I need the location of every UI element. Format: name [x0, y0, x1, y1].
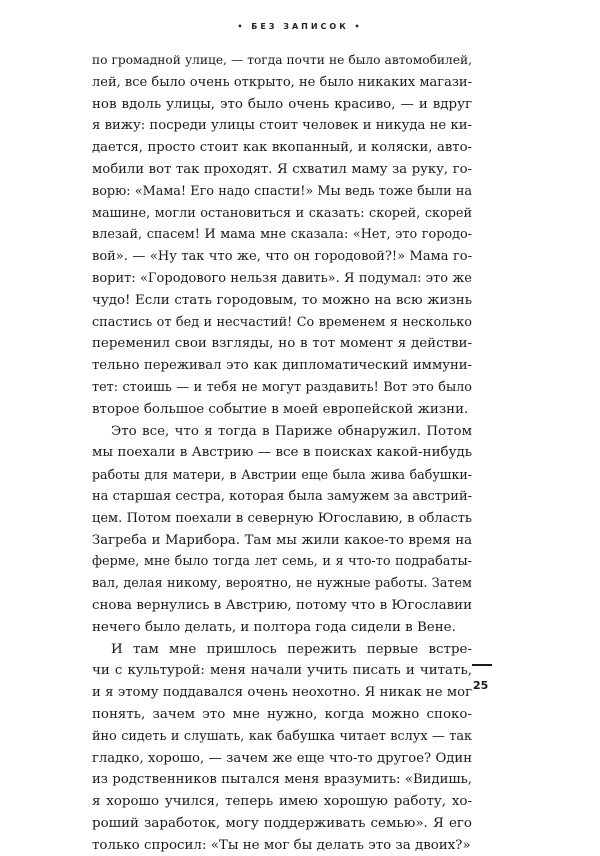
text-line: только спросил: «Ты не мог бы делать это за двоих?» — [92, 837, 471, 853]
text-line: тет: стоишь — и тебя не могут раздавить! Вот это было — [92, 379, 472, 395]
text-line: машине, могли остановиться и сказать: скорей, скорей — [92, 205, 472, 221]
text-line: Загреба и Марибора. Там мы жили какое-то время на — [92, 532, 472, 548]
text-line: из родственников пытался меня вразумить: «Видишь, — [92, 772, 472, 788]
text-line: ворит: «Городового нельзя давить». Я подумал: это же — [92, 270, 472, 286]
text-line: нов вдоль улицы, это было очень красиво, — и вдруг — [92, 96, 472, 112]
text-line: переменил свои взгляды, но в тот момент я действи- — [92, 336, 472, 352]
text-line: работы для матери, в Австрии еще была жива бабушки- — [92, 467, 472, 483]
text-line: чудо! Если стать городовым, то можно на всю жизнь — [92, 292, 472, 308]
text-line: йно сидеть и слушать, как бабушка читает вслух — так — [92, 728, 472, 744]
paragraph-start-line: И там мне пришлось пережить первые встре- — [111, 641, 472, 657]
body-text — [92, 50, 472, 856]
text-line: ферме, мне было тогда лет семь, и я что-то подрабаты- — [92, 554, 472, 570]
text-line: чи с культурой: меня начали учить писать и читать, — [92, 663, 472, 679]
text-line: вой». — «Ну так что же, что он городовой?!» Мама го- — [92, 249, 472, 265]
page-number: 25 — [473, 679, 489, 692]
paragraph-start-line: Это все, что я тогда в Париже обнаружил. Потом — [111, 423, 472, 439]
text-line: тельно переживал это как дипломатический иммуни- — [92, 358, 472, 374]
text-line: мы поехали в Австрию — все в поисках какой-нибудь — [92, 445, 472, 461]
text-line: и я этому поддавался очень неохотно. Я никак не мог — [92, 685, 472, 701]
text-line: лей, все было очень открыто, не было никаких магази- — [92, 74, 472, 90]
text-line: понять, зачем это мне нужно, когда можно споко- — [92, 706, 472, 722]
text-line: вал, делая никому, вероятно, не нужные работы. Затем — [92, 576, 472, 592]
text-line: на старшая сестра, которая была замужем за австрий- — [92, 488, 472, 504]
text-line: второе большое событие в моей европейской жизни. — [92, 401, 469, 417]
text-line: по громадной улице, — тогда почти не было автомобилей, — [92, 53, 472, 67]
text-line: цем. Потом поехали в северную Югославию, в область — [92, 510, 472, 526]
text-line: влезай, спасем! И мама мне сказала: «Нет, это городо- — [92, 227, 472, 243]
text-line: я вижу: посреди улицы стоит человек и никуда не ки- — [92, 118, 472, 134]
text-line: снова вернулись в Австрию, потому что в Югославии — [92, 597, 472, 613]
text-line: дается, просто стоит как вкопанный, и коляски, авто- — [92, 140, 472, 156]
text-line: роший заработок, могу поддерживать семью». Я его — [92, 815, 472, 831]
text-line: ворю: «Мама! Его надо спасти!» Мы ведь тоже были на — [92, 183, 472, 199]
text-line: мобили вот так проходят. Я схватил маму за руку, го- — [92, 161, 472, 177]
running-header: • БЕЗ ЗАПИСОК • — [237, 22, 363, 31]
text-line: я хорошо учился, теперь имею хорошую работу, хо- — [92, 794, 472, 810]
page-number-rule — [472, 664, 492, 666]
text-line: гладко, хорошо, — зачем же еще что-то другое? Один — [92, 750, 472, 766]
text-line: нечего было делать, и полтора года сидели в Вене. — [92, 619, 456, 635]
text-line: спастись от бед и несчастий! Со временем я несколько — [92, 314, 472, 330]
